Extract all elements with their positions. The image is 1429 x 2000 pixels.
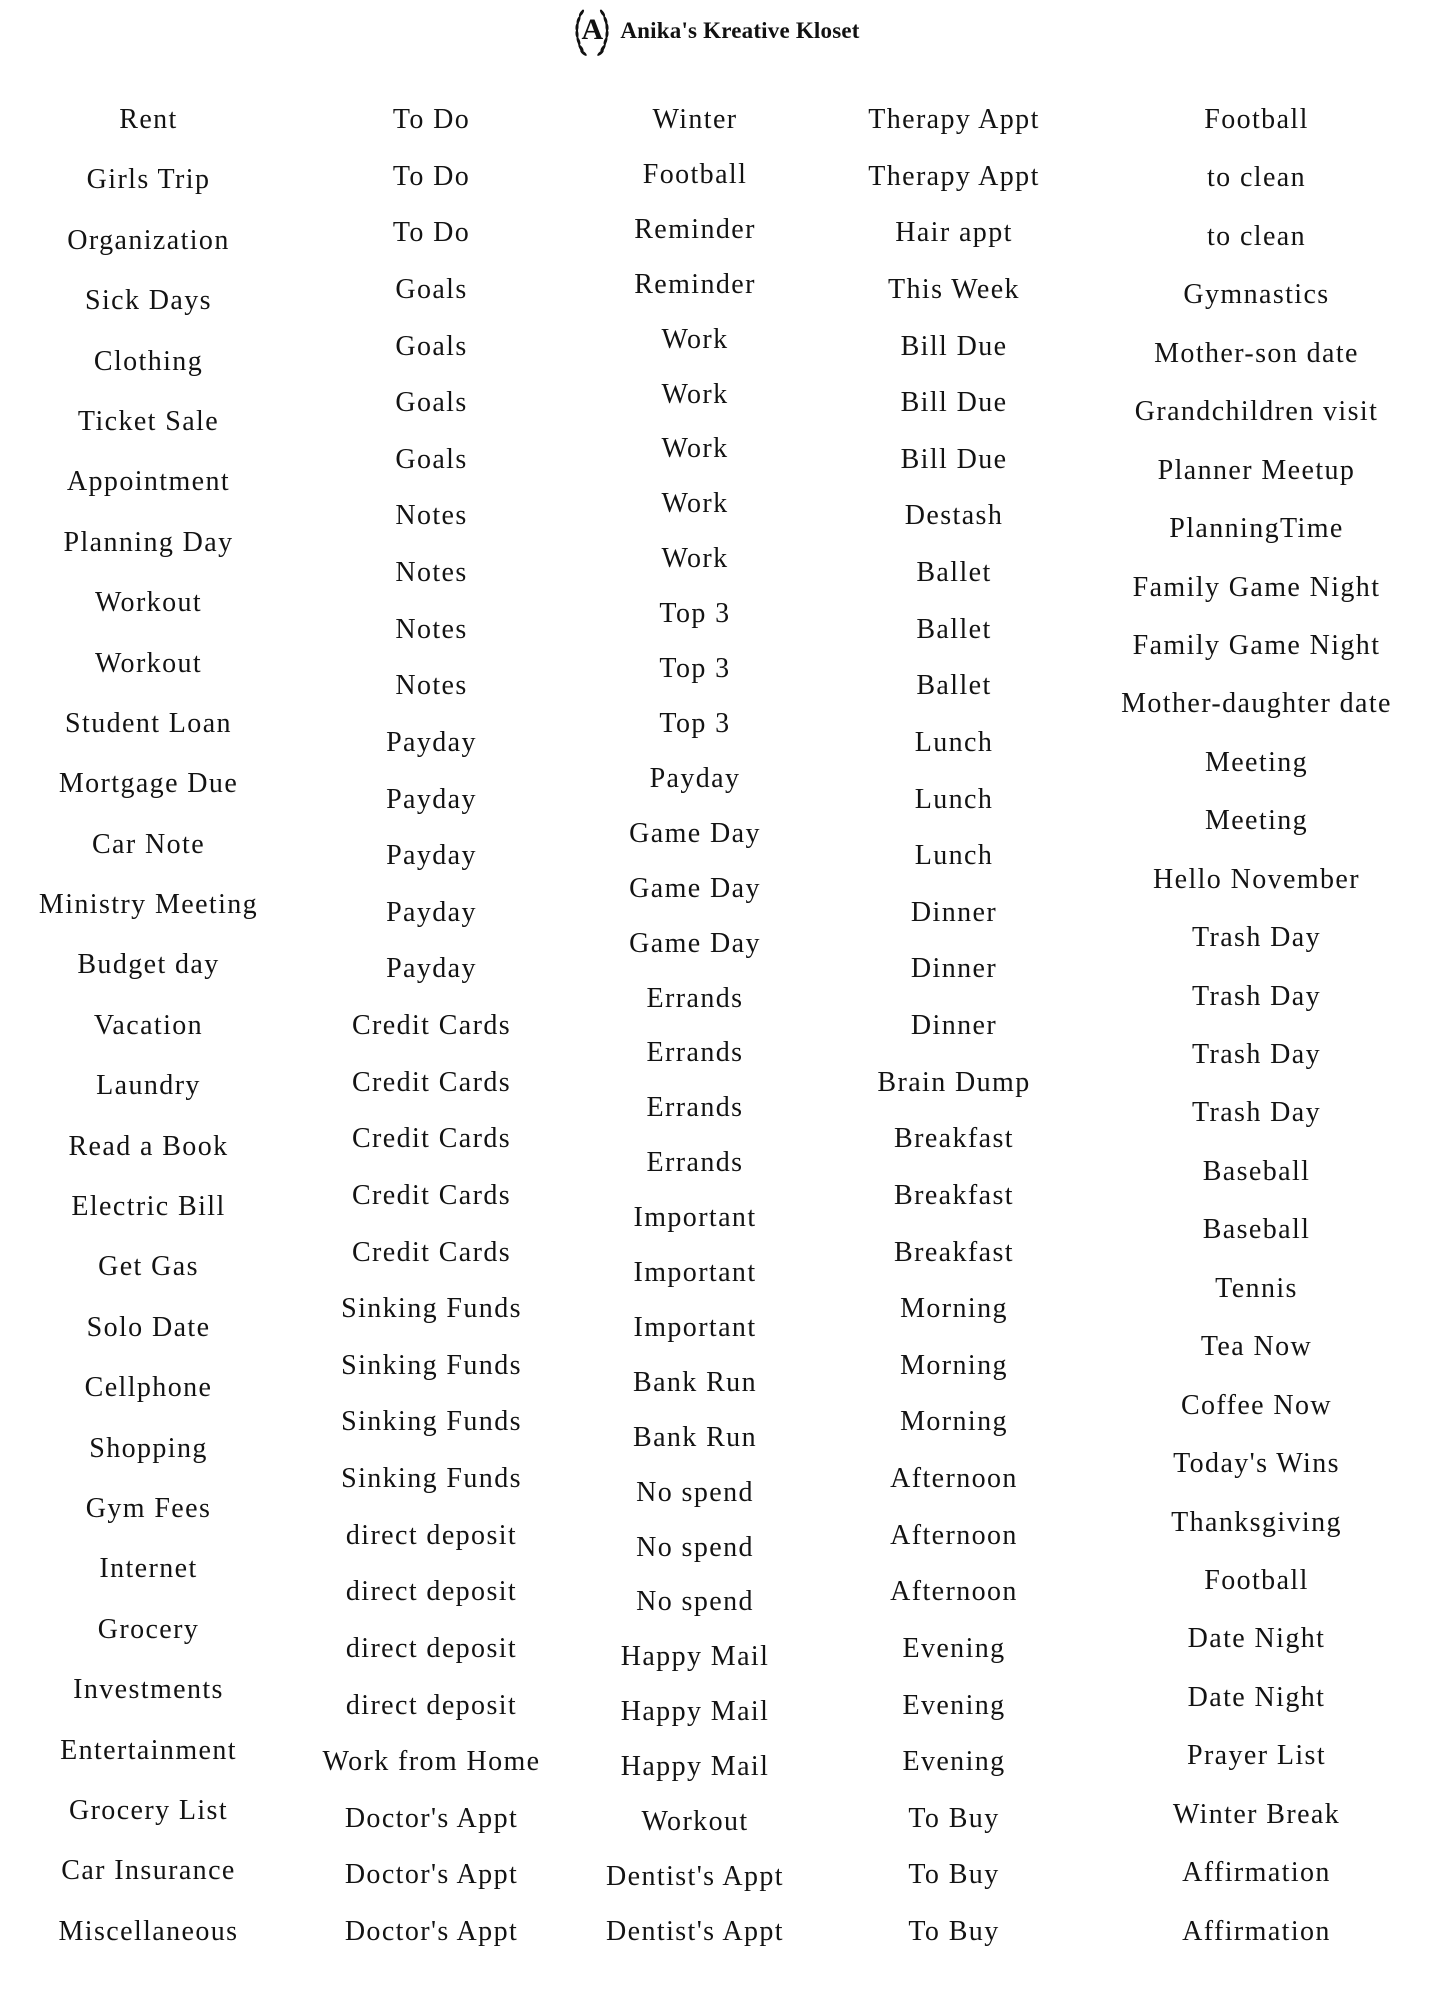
list-item: Game Day bbox=[629, 927, 761, 959]
list-item: Bank Run bbox=[633, 1421, 757, 1453]
list-item: Mother-son date bbox=[1154, 337, 1359, 369]
list-item: Today's Wins bbox=[1173, 1448, 1340, 1480]
list-item: Ministry Meeting bbox=[38, 889, 259, 921]
list-item: PlanningTime bbox=[1169, 513, 1344, 545]
list-item: Doctor's Appt bbox=[344, 1859, 519, 1891]
list-item: Tea Now bbox=[1200, 1331, 1313, 1363]
list-item: to clean bbox=[1206, 220, 1307, 252]
list-item: Meeting bbox=[1204, 805, 1309, 837]
list-item: Miscellaneous bbox=[58, 1915, 239, 1947]
list-item: Credit Cards bbox=[351, 1123, 512, 1155]
list-item: Ballet bbox=[916, 557, 992, 588]
list-item: Trash Day bbox=[1191, 922, 1322, 954]
list-item: Dentist's Appt bbox=[606, 1915, 784, 1947]
list-item: Afternoon bbox=[890, 1576, 1018, 1608]
list-item: Sinking Funds bbox=[341, 1349, 522, 1381]
list-item: Afternoon bbox=[890, 1519, 1018, 1551]
list-item: Notes bbox=[395, 500, 468, 532]
list-item: Gym Fees bbox=[85, 1492, 212, 1524]
list-item: Workout bbox=[94, 587, 203, 619]
list-item: Happy Mail bbox=[620, 1641, 770, 1673]
list-item: Sinking Funds bbox=[341, 1463, 522, 1494]
list-item: Happy Mail bbox=[620, 1696, 770, 1728]
list-item: Work bbox=[661, 323, 729, 355]
list-item: Happy Mail bbox=[620, 1751, 770, 1783]
list-item: Sinking Funds bbox=[341, 1406, 522, 1438]
list-item: Ballet bbox=[916, 613, 992, 645]
list-item: No spend bbox=[636, 1586, 754, 1618]
list-item: Football bbox=[1204, 104, 1309, 135]
list-item: Baseball bbox=[1202, 1214, 1311, 1246]
list-item: Dinner bbox=[910, 953, 998, 985]
list-item: Affirmation bbox=[1182, 1857, 1331, 1889]
list-item: Bank Run bbox=[633, 1366, 757, 1398]
list-item: Ticket Sale bbox=[77, 405, 220, 437]
list-item: Trash Day bbox=[1191, 1039, 1322, 1070]
list-item: Car Insurance bbox=[61, 1855, 236, 1887]
word-column-5 bbox=[1084, 106, 1429, 1946]
list-item: This Week bbox=[888, 273, 1020, 305]
list-item: Goals bbox=[395, 443, 468, 475]
list-item: direct deposit bbox=[345, 1632, 518, 1664]
laurel-wreath-a-icon bbox=[569, 6, 615, 56]
list-item: Morning bbox=[900, 1406, 1008, 1438]
list-item: Errands bbox=[646, 982, 744, 1014]
list-item: Solo Date bbox=[86, 1311, 211, 1343]
list-item: to clean bbox=[1206, 162, 1307, 194]
list-item: Breakfast bbox=[894, 1179, 1014, 1211]
list-item: Credit Cards bbox=[351, 1010, 512, 1041]
list-item: Afternoon bbox=[890, 1463, 1018, 1494]
list-item: Grocery bbox=[97, 1613, 200, 1645]
list-item: Credit Cards bbox=[351, 1236, 512, 1268]
list-item: Work bbox=[661, 433, 729, 465]
list-item: Clothing bbox=[93, 345, 204, 377]
list-item: Top 3 bbox=[659, 598, 731, 630]
list-item: Thanksgiving bbox=[1171, 1506, 1342, 1538]
list-item: To Buy bbox=[908, 1859, 1000, 1891]
list-item: No spend bbox=[636, 1531, 754, 1563]
list-item: Hair appt bbox=[895, 217, 1013, 249]
list-item: direct deposit bbox=[345, 1519, 518, 1551]
list-item: Prayer List bbox=[1186, 1740, 1327, 1772]
list-item: Payday bbox=[386, 896, 477, 928]
list-item: Dentist's Appt bbox=[606, 1861, 784, 1892]
list-item: Payday bbox=[386, 840, 477, 872]
list-item: Laundry bbox=[96, 1070, 201, 1102]
list-item: Notes bbox=[395, 613, 468, 645]
list-item: Work bbox=[661, 378, 729, 410]
list-item: To Buy bbox=[908, 1802, 1000, 1834]
list-item: Family Game Night bbox=[1132, 629, 1381, 661]
list-item: Evening bbox=[902, 1746, 1006, 1778]
list-item: Football bbox=[642, 158, 748, 190]
list-item: Winter bbox=[652, 104, 738, 135]
list-item: Cellphone bbox=[84, 1372, 213, 1404]
list-item: Family Game Night bbox=[1132, 571, 1381, 603]
list-item: Therapy Appt bbox=[868, 104, 1040, 135]
list-item: Appointment bbox=[66, 466, 231, 498]
list-item: Read a Book bbox=[68, 1130, 229, 1162]
list-item: Payday bbox=[386, 953, 477, 985]
list-item: Breakfast bbox=[894, 1123, 1014, 1155]
list-item: direct deposit bbox=[345, 1689, 518, 1721]
list-item: Therapy Appt bbox=[868, 160, 1040, 192]
list-item: Lunch bbox=[914, 840, 994, 872]
list-item: Dinner bbox=[910, 896, 998, 928]
list-item: Hello November bbox=[1153, 863, 1360, 895]
list-item: Baseball bbox=[1202, 1155, 1311, 1187]
list-item: Ballet bbox=[916, 670, 992, 702]
list-item: Errands bbox=[646, 1147, 744, 1179]
list-item: Grocery List bbox=[68, 1794, 229, 1826]
list-item: Breakfast bbox=[894, 1236, 1014, 1268]
list-item: Student Loan bbox=[65, 707, 232, 739]
list-item: Date Night bbox=[1187, 1623, 1326, 1655]
list-item: Vacation bbox=[93, 1009, 204, 1041]
list-item: Important bbox=[633, 1202, 757, 1234]
list-item: Morning bbox=[900, 1349, 1008, 1381]
list-item: Payday bbox=[386, 726, 477, 758]
list-item: Date Night bbox=[1187, 1681, 1326, 1713]
list-item: Shopping bbox=[89, 1432, 208, 1464]
list-item: To Do bbox=[392, 104, 471, 135]
list-item: Organization bbox=[67, 224, 230, 256]
list-item: Lunch bbox=[914, 726, 994, 758]
list-item: Meeting bbox=[1204, 746, 1309, 778]
list-item: Payday bbox=[386, 783, 477, 815]
list-item: direct deposit bbox=[345, 1576, 518, 1608]
list-item: Bill Due bbox=[900, 330, 1008, 362]
list-item: Important bbox=[633, 1257, 757, 1289]
list-item: Bill Due bbox=[900, 443, 1008, 475]
list-item: Lunch bbox=[914, 783, 994, 815]
list-item: Game Day bbox=[629, 872, 761, 904]
list-item: Goals bbox=[395, 330, 468, 362]
list-item: Morning bbox=[900, 1293, 1008, 1325]
list-item: Workout bbox=[94, 647, 203, 679]
list-item: Sinking Funds bbox=[341, 1293, 522, 1325]
list-item: Game Day bbox=[629, 817, 761, 849]
list-item: Goals bbox=[395, 273, 468, 305]
list-item: Credit Cards bbox=[351, 1066, 512, 1098]
list-item: Budget day bbox=[77, 949, 220, 981]
list-item: Credit Cards bbox=[351, 1179, 512, 1211]
word-column-2 bbox=[297, 106, 566, 1946]
list-item: Electric Bill bbox=[71, 1191, 226, 1223]
list-item: Work bbox=[661, 488, 729, 520]
list-item: Evening bbox=[902, 1689, 1006, 1721]
list-item: Sick Days bbox=[85, 285, 212, 317]
list-item: Girls Trip bbox=[86, 164, 211, 196]
list-item: Destash bbox=[904, 500, 1004, 532]
list-item: Reminder bbox=[634, 213, 756, 245]
list-item: Bill Due bbox=[900, 387, 1008, 419]
list-item: Important bbox=[633, 1311, 757, 1343]
list-item: Errands bbox=[646, 1037, 744, 1069]
list-item: Football bbox=[1204, 1564, 1309, 1596]
list-item: Mother-daughter date bbox=[1121, 688, 1392, 720]
list-item: Brain Dump bbox=[877, 1066, 1031, 1098]
list-item: Planning Day bbox=[63, 526, 234, 558]
list-item: Top 3 bbox=[659, 653, 731, 685]
list-item: Planner Meetup bbox=[1157, 454, 1356, 486]
word-columns bbox=[0, 106, 1429, 1946]
list-item: Goals bbox=[395, 387, 468, 419]
header bbox=[0, 6, 1429, 56]
list-item: Notes bbox=[395, 557, 468, 588]
list-item: To Do bbox=[392, 160, 471, 192]
list-item: Grandchildren visit bbox=[1134, 396, 1379, 428]
list-item: Affirmation bbox=[1182, 1915, 1331, 1947]
word-column-3 bbox=[566, 106, 824, 1946]
list-item: Notes bbox=[395, 670, 468, 702]
list-item: Work bbox=[661, 543, 729, 575]
list-item: Work from Home bbox=[322, 1746, 541, 1778]
word-column-4 bbox=[824, 106, 1084, 1946]
list-item: Dinner bbox=[910, 1010, 998, 1041]
list-item: Internet bbox=[99, 1553, 198, 1585]
list-item: Errands bbox=[646, 1092, 744, 1124]
list-item: Winter Break bbox=[1172, 1798, 1341, 1830]
list-item: Trash Day bbox=[1191, 1097, 1322, 1129]
list-item: Gymnastics bbox=[1183, 279, 1330, 311]
list-item: Entertainment bbox=[60, 1734, 237, 1766]
list-item: To Do bbox=[392, 217, 471, 249]
list-item: Doctor's Appt bbox=[344, 1802, 519, 1834]
list-item: Tennis bbox=[1215, 1272, 1298, 1304]
list-item: Rent bbox=[119, 104, 178, 135]
list-item: Get Gas bbox=[98, 1251, 199, 1283]
list-item: Workout bbox=[641, 1806, 749, 1838]
list-item: Top 3 bbox=[659, 707, 731, 739]
list-item: To Buy bbox=[908, 1916, 1000, 1947]
list-item: Evening bbox=[902, 1632, 1006, 1664]
logo-letter: A bbox=[581, 13, 604, 46]
list-item: No spend bbox=[636, 1476, 754, 1508]
list-item: Trash Day bbox=[1191, 980, 1322, 1012]
list-item: Reminder bbox=[634, 268, 756, 300]
brand-title: Anika's Kreative Kloset bbox=[620, 18, 860, 43]
list-item: Investments bbox=[73, 1674, 224, 1706]
word-column-1 bbox=[0, 106, 297, 1946]
list-item: Coffee Now bbox=[1180, 1389, 1333, 1421]
list-item: Doctor's Appt bbox=[344, 1916, 519, 1947]
list-item: Car Note bbox=[91, 828, 206, 860]
list-item: Payday bbox=[649, 762, 741, 794]
list-item: Mortgage Due bbox=[58, 768, 239, 800]
